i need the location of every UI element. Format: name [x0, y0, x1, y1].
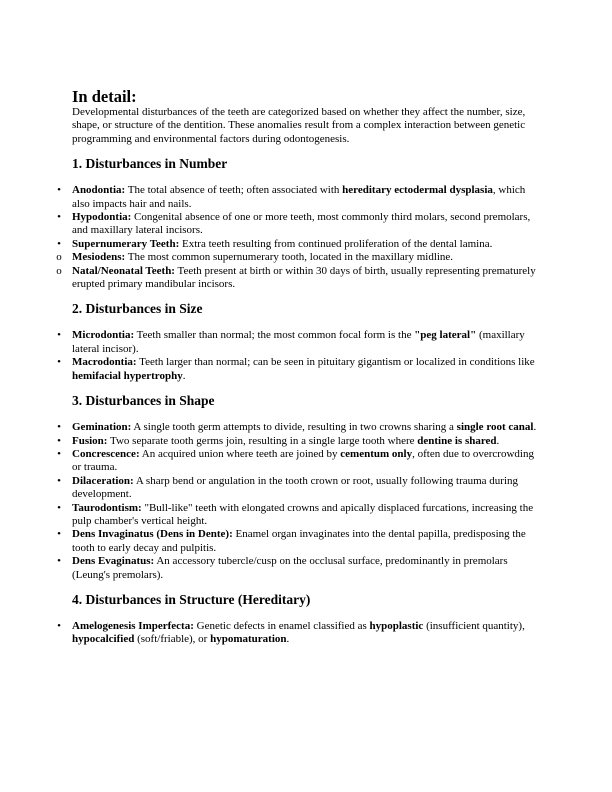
item-term: Mesiodens: [72, 251, 126, 264]
section-title: 4. Disturbances in Structure (Hereditary) [72, 591, 311, 607]
item-text: . [286, 633, 290, 646]
bullet-icon: • [57, 434, 61, 447]
item-emphasis: hypocalcified [72, 633, 135, 646]
item-emphasis: hereditary ectodermal dysplasia [342, 184, 493, 197]
list-item [57, 434, 542, 448]
list-item [57, 329, 542, 356]
item-text: (maxillary lateral incisor). [72, 329, 525, 355]
list-item [57, 237, 542, 251]
item-emphasis: single root canal [456, 421, 534, 434]
bullet-icon: • [57, 356, 61, 369]
page-heading: In detail: [72, 87, 137, 106]
item-term: Anodontia: [72, 184, 126, 197]
hollow-bullet-icon: o [56, 264, 62, 277]
item-emphasis: hypoplastic [369, 619, 424, 632]
bullet-icon: • [57, 555, 61, 568]
item-text: Teeth larger than normal; can be seen in pituitary gigantism or localized in conditions like [136, 356, 535, 369]
item-term: Fusion: [72, 434, 108, 447]
section-list [57, 421, 542, 582]
list-item [56, 251, 542, 264]
item-term: Taurodontism: [72, 501, 142, 514]
item-text: Teeth smaller than normal; the most common focal form is the [134, 329, 415, 342]
section-title: 2. Disturbances in Size [72, 301, 203, 317]
item-text: Genetic defects in enamel classified as [193, 619, 370, 632]
item-term: Microdontia: [72, 329, 135, 342]
section-title: 3. Disturbances in Shape [72, 393, 215, 409]
sections-container [56, 156, 542, 647]
item-text: The total absence of teeth; often associated with [125, 184, 343, 197]
bullet-icon: • [57, 329, 61, 342]
bullet-icon: • [57, 447, 61, 460]
item-term: Hypodontia: [72, 211, 132, 224]
bullet-icon: • [57, 211, 61, 224]
bullet-icon: • [57, 501, 61, 514]
item-emphasis: hypomaturation [210, 633, 287, 646]
item-text: The most common supernumerary tooth, located in the maxillary midline. [125, 251, 454, 264]
section-list [57, 619, 542, 647]
item-term: Amelogenesis Imperfecta: [72, 619, 194, 632]
list-item [57, 501, 542, 529]
item-emphasis: "peg lateral" [414, 329, 477, 342]
item-text: . [533, 421, 537, 434]
section-list [56, 184, 542, 291]
document-page [56, 87, 542, 647]
item-text: (insufficient quantity), [423, 619, 525, 632]
item-emphasis: dentine is shared [417, 434, 497, 447]
list-item [57, 211, 542, 238]
hollow-bullet-icon: o [56, 251, 62, 264]
section-list [57, 329, 542, 383]
item-text: A single tooth germ attempts to divide, resulting in two crowns sharing a [131, 421, 457, 434]
item-term: Gemination: [72, 421, 132, 434]
bullet-icon: • [57, 474, 61, 487]
item-term: Supernumerary Teeth: [72, 237, 180, 250]
bullet-icon: • [57, 421, 61, 434]
item-emphasis: hemifacial hypertrophy [72, 369, 183, 382]
item-text: . [182, 369, 186, 382]
item-term: Dens Invaginatus (Dens in Dente): [72, 528, 233, 541]
item-text: An accessory tubercle/cusp on the occlusal surface, predominantly in premolars (Leung's premolars). [72, 555, 508, 581]
list-item [57, 356, 542, 383]
item-text: . [496, 434, 500, 447]
item-text: Two separate tooth germs join, resulting in a single large tooth where [107, 434, 418, 447]
item-text: "Bull-like" teeth with elongated crowns and apically displaced furcations, increasing the pulp chamber's vertical height. [72, 501, 534, 527]
item-text: Extra teeth resulting from continued proliferation of the dental lamina. [179, 237, 493, 250]
section-title: 1. Disturbances in Number [72, 156, 228, 172]
list-item [56, 264, 542, 292]
bullet-icon: • [57, 528, 61, 541]
item-text: Teeth present at birth or within 30 days of birth, usually representing prematurely erupted primary mandibular incisors. [72, 264, 536, 291]
item-term: Macrodontia: [72, 356, 137, 369]
item-text: (soft/friable), or [134, 633, 211, 646]
list-item [57, 619, 542, 647]
list-item [57, 474, 542, 502]
item-emphasis: cementum only [340, 447, 413, 460]
item-term: Concrescence: [72, 447, 140, 460]
item-text: A sharp bend or angulation in the tooth crown or root, usually following trauma during development. [72, 474, 519, 501]
list-item [57, 447, 542, 475]
list-item [57, 528, 542, 555]
item-text: Congenital absence of one or more teeth, most commonly third molars, second premolars, and maxillary lateral incisors. [72, 211, 531, 237]
list-item [57, 421, 542, 434]
bullet-icon: • [57, 237, 61, 250]
bullet-icon: • [57, 619, 61, 632]
item-text: An acquired union where teeth are joined by [139, 447, 341, 460]
item-term: Dilaceration: [72, 474, 134, 487]
list-item [57, 555, 542, 582]
intro-paragraph: Developmental disturbances of the teeth are categorized based on whether they affect the number, size, shape, or structure of the dentition. These anomalies result from a complex interaction between genetic programming and environmental factors during odontogenesis. [72, 106, 526, 145]
list-item [57, 184, 542, 211]
item-term: Natal/Neonatal Teeth: [72, 264, 175, 277]
item-term: Dens Evaginatus: [72, 555, 155, 568]
bullet-icon: • [57, 184, 61, 197]
item-text: Enamel organ invaginates into the dental papilla, predisposing the tooth to early decay and pulpitis. [72, 528, 526, 554]
item-text: , often due to overcrowding or trauma. [72, 447, 534, 474]
item-text: , which also impacts hair and nails. [72, 184, 526, 210]
